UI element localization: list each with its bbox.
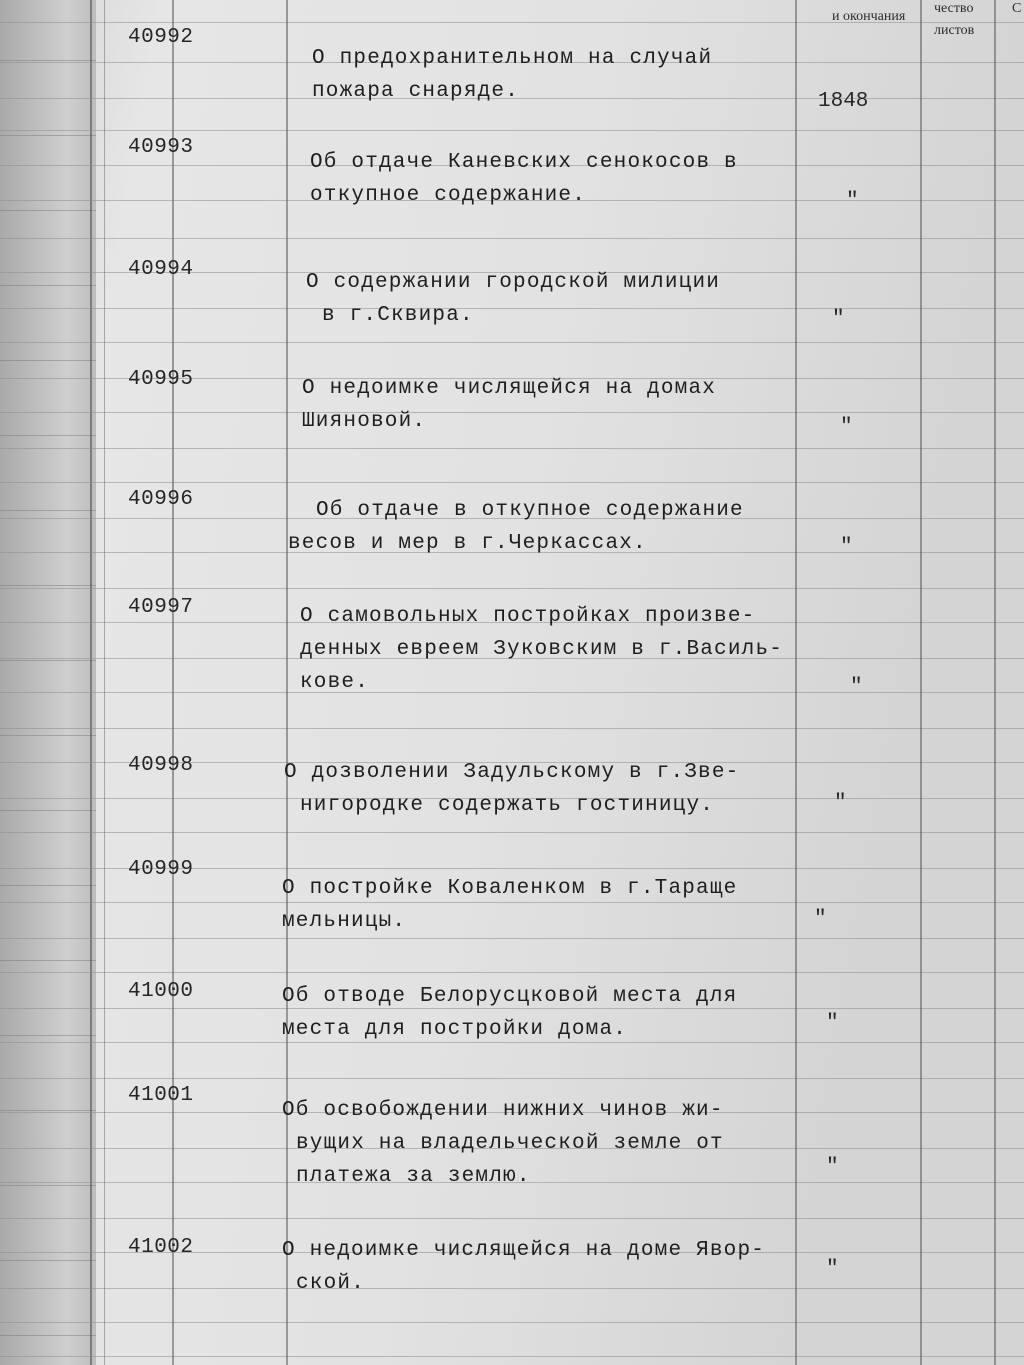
entry-title-line: Об отдаче Каневских сенокосов в xyxy=(310,151,738,174)
entry-number: 40994 xyxy=(128,258,194,281)
column-line-number xyxy=(172,0,174,1365)
column-line-sheets xyxy=(920,0,922,1365)
entry-title-line: кове. xyxy=(300,671,370,694)
entry-number: 40995 xyxy=(128,368,194,391)
entry-title xyxy=(282,872,737,938)
entry-title xyxy=(288,494,744,560)
entry-title xyxy=(282,1234,765,1300)
entry-year: " xyxy=(814,908,827,931)
header-sheets-line1: чество xyxy=(934,1,974,16)
header-extra: С xyxy=(1012,1,1022,16)
entry-title-line: места для постройки дома. xyxy=(282,1018,628,1041)
entry-title-line: весов и мер в г.Черкассах. xyxy=(288,532,647,555)
adjacent-page-gutter xyxy=(0,0,96,1365)
entry-title-line: откупное содержание. xyxy=(310,184,587,207)
entry-year: " xyxy=(826,1258,839,1281)
entry-number: 41000 xyxy=(128,980,194,1003)
entry-number: 41002 xyxy=(128,1236,194,1259)
header-dates: и окончания xyxy=(832,9,906,24)
entry-title-line: О предохранительном на случай xyxy=(312,47,713,70)
entry-title xyxy=(282,1094,724,1193)
entry-year: " xyxy=(834,792,847,815)
entry-title-line: О содержании городской милиции xyxy=(306,271,721,294)
column-line-margin xyxy=(104,0,105,1365)
entry-title-line: денных евреем Зуковским в г.Василь- xyxy=(300,638,784,661)
entry-title-line: О недоимке числящейся на доме Явор- xyxy=(282,1239,766,1262)
entry-title-line: О недоимке числящейся на домах xyxy=(302,377,717,400)
entry-title-line: вущих на владельческой земле от xyxy=(296,1132,724,1155)
entry-year: " xyxy=(840,416,853,439)
entry-title-line: Об отдаче в откупное содержание xyxy=(316,499,744,522)
entry-title-line: О самовольных постройках произве- xyxy=(300,605,756,628)
entry-year: " xyxy=(846,190,859,213)
entry-title-line: в г.Сквира. xyxy=(322,304,474,327)
entry-title-line: О постройке Коваленком в г.Тараще xyxy=(282,877,738,900)
entry-title xyxy=(310,146,738,212)
entry-title-line: О дозволении Задульскому в г.Зве- xyxy=(284,761,740,784)
entry-title-line: мельницы. xyxy=(282,910,407,933)
entry-number: 40997 xyxy=(128,596,194,619)
entry-title xyxy=(300,600,783,699)
page-fold xyxy=(90,0,92,1365)
entry-title-line: Об отводе Белорусцковой места для xyxy=(282,985,738,1008)
column-line-dates xyxy=(795,0,797,1365)
entry-title xyxy=(306,266,720,332)
entry-title xyxy=(302,372,716,438)
entry-year: " xyxy=(826,1156,839,1179)
entry-number: 40993 xyxy=(128,136,194,159)
entry-title-line: нигородке содержать гостиницу. xyxy=(300,794,715,817)
entry-year: 1848 xyxy=(818,90,869,113)
entry-year: " xyxy=(826,1012,839,1035)
entry-number: 40999 xyxy=(128,858,194,881)
entry-number: 40996 xyxy=(128,488,194,511)
entry-year: " xyxy=(832,308,845,331)
entry-title xyxy=(282,980,737,1046)
header-sheets-line2: листов xyxy=(934,23,975,38)
column-line-extra xyxy=(994,0,996,1365)
entry-title-line: Об освобождении нижних чинов жи- xyxy=(282,1099,724,1122)
entry-title xyxy=(284,756,739,822)
entry-number: 40992 xyxy=(128,26,194,49)
entry-title-line: Шияновой. xyxy=(302,410,427,433)
entry-title-line: ской. xyxy=(296,1272,366,1295)
entry-title-line: пожара снаряде. xyxy=(312,80,520,103)
entry-number: 40998 xyxy=(128,754,194,777)
entry-number: 41001 xyxy=(128,1084,194,1107)
entry-title xyxy=(312,42,712,108)
entry-year: " xyxy=(850,676,863,699)
entry-title-line: платежа за землю. xyxy=(296,1165,531,1188)
entry-year: " xyxy=(840,536,853,559)
